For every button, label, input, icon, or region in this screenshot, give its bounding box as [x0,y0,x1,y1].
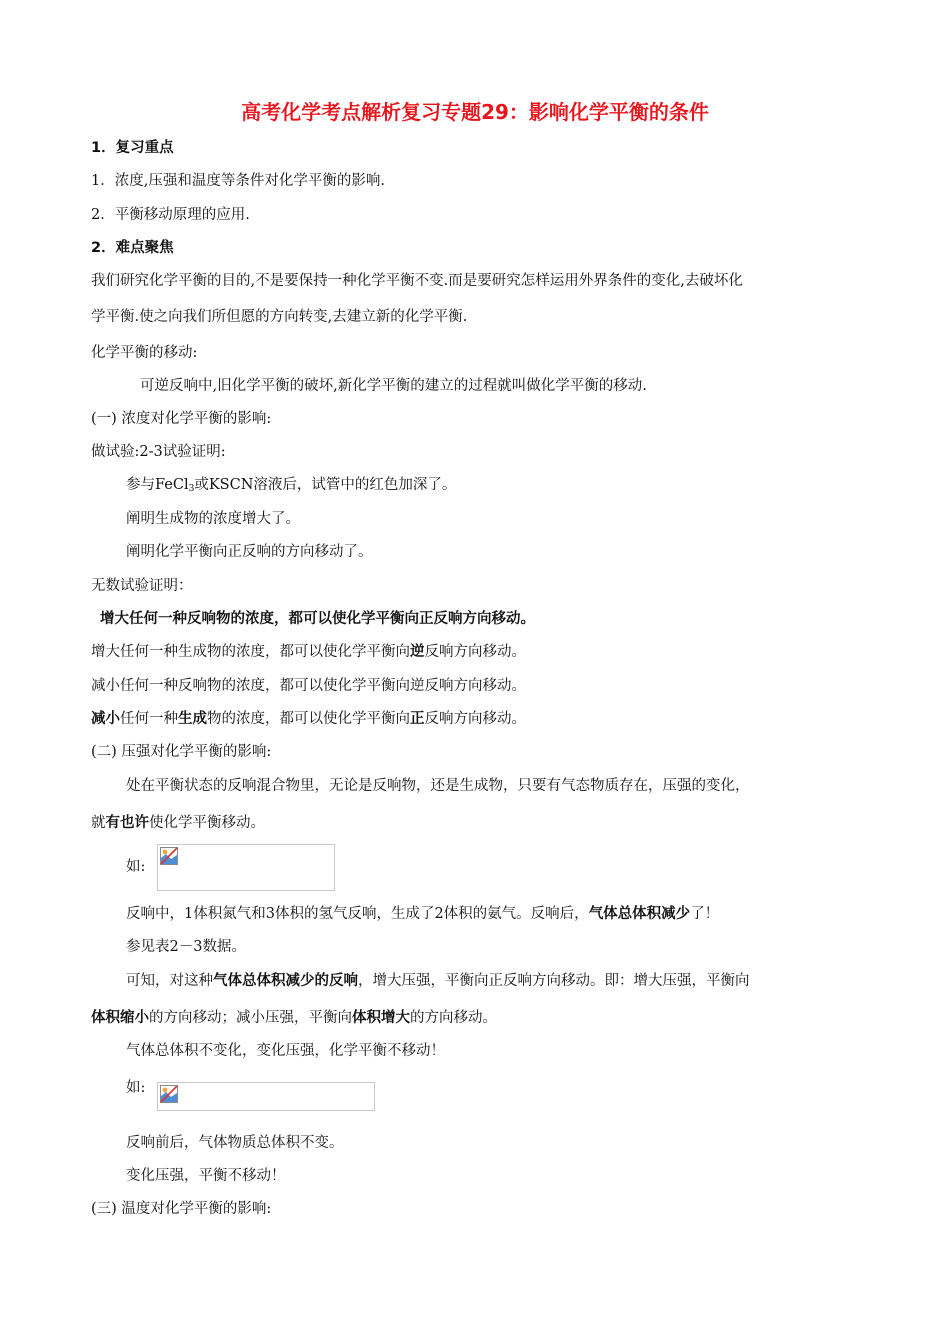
example-label-2: 如: [126,1080,146,1096]
part3-heading: (三) 温度对化学平衡的影响: [91,1201,272,1217]
proof-line: 无数试验证明： [91,578,193,594]
move-definition: 可逆反响中,旧化学平衡的破坏,新化学平衡的建立的过程就叫做化学平衡的移动. [140,378,647,394]
equation-image-2 [157,1082,375,1111]
section2-para1-line2: 学平衡.使之向我们所但愿的方向转变,去建立新的化学平衡. [91,309,468,325]
document-title: 高考化学考点解析复习专题29：影响化学平衡的条件 [241,100,709,124]
experiment-line: 做试验:2-3试验证明: [91,444,226,460]
see-table-line: 参见表2－3数据。 [126,939,246,955]
conclusion-line1: 可知，对这种气体总体积减少的反响，增大压强，平衡向正反响方向移动。即：增大压强，平衡向 [126,973,750,989]
reaction-line: 反响中，1体积氮气和3体积的氢气反响，生成了2体积的氨气。反响后，气体总体积减少了！ [126,906,720,922]
section2-para1-line1: 我们研究化学平衡的目的,不是要保持一种化学平衡不变.而是要研究怎样运用外界条件的变化,去破坏化 [91,273,743,289]
move-title: 化学平衡的移动: [91,345,198,361]
part2-heading: (二) 压强对化学平衡的影响: [91,744,272,760]
observation-3: 阐明化学平衡向正反响的方向移动了。 [126,544,373,560]
pressure-para-line1: 处在平衡状态的反响混合物里，无论是反响物，还是生成物，只要有气态物质存在，压强的变化， [126,778,750,794]
before-after-line: 反响前后，气体物质总体积不变。 [126,1135,344,1151]
pressure-para-line2: 就有也许使化学平衡移动。 [91,815,265,831]
section1-item-1: 1．浓度,压强和温度等条件对化学平衡的影响. [91,173,385,189]
section1-heading: 1．复习重点 [91,140,174,156]
part1-heading: (一) 浓度对化学平衡的影响: [91,411,272,427]
conclusion-line2: 体积缩小的方向移动；减小压强，平衡向体积增大的方向移动。 [91,1010,497,1026]
broken-image-icon [160,847,178,865]
broken-image-icon [160,1085,178,1103]
example-label-1: 如: [126,859,146,875]
observation-1: 参与FeCl$_3$或KSCN溶液后，试管中的红色加深了。 [126,477,457,494]
no-move-line: 变化压强，平衡不移动！ [126,1168,286,1184]
rule-4: 减小任何一种生成物的浓度，都可以使化学平衡向正反响方向移动。 [91,711,526,727]
rule-1: 增大任何一种反响物的浓度，都可以使化学平衡向正反响方向移动。 [100,611,535,627]
section2-heading: 2．难点聚焦 [91,240,174,256]
no-change-line: 气体总体积不变化，变化压强，化学平衡不移动！ [126,1043,445,1059]
rule-2: 增大任何一种生成物的浓度，都可以使化学平衡向逆反响方向移动。 [91,644,526,660]
observation-2: 阐明生成物的浓度增大了。 [126,511,300,527]
rule-3: 减小任何一种反响物的浓度，都可以使化学平衡向逆反响方向移动。 [91,678,526,694]
equation-image-1 [157,844,335,891]
section1-item-2: 2．平衡移动原理的应用. [91,207,250,223]
